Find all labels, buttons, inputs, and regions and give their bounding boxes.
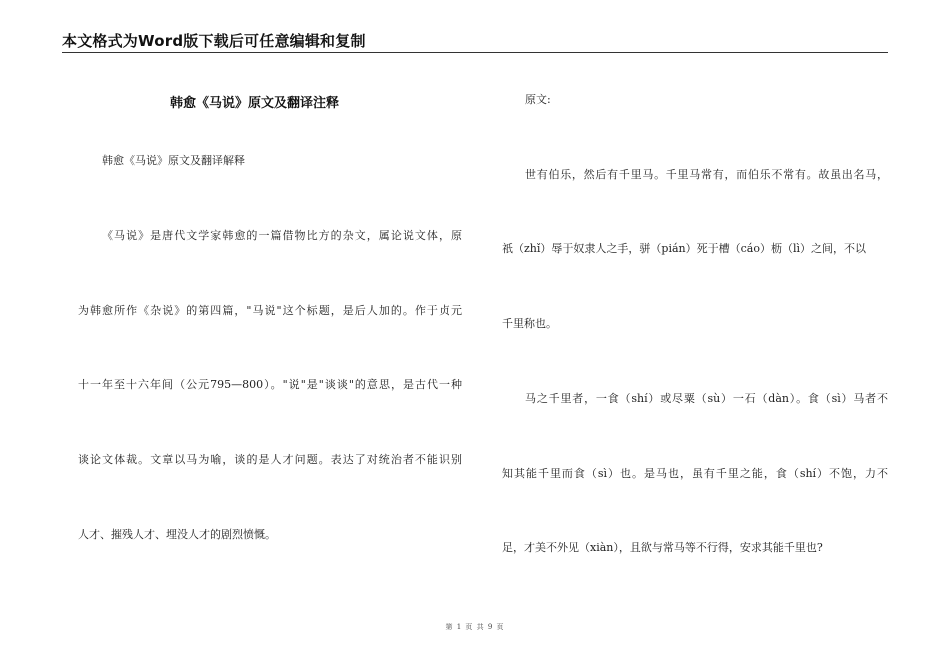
- document-header: 本文格式为Word版下载后可任意编辑和复制: [62, 32, 366, 50]
- left-line-6: 人才、摧残人才、埋没人才的剧烈愤慨。: [78, 528, 276, 541]
- left-line-4: 十一年至十六年间（公元795—800）。"说"是"谈谈"的意思，是古代一种: [78, 378, 462, 391]
- right-line-7: 足，才美不外见（xiàn），且欲与常马等不行得，安求其能千里也?: [502, 541, 823, 554]
- right-line-5: 马之千里者，一食（shí）或尽粟（sù）一石（dàn）。食（sì）马者不: [525, 392, 888, 405]
- right-line-3: 祇（zhǐ）辱于奴隶人之手，骈（pián）死于槽（cáo）枥（lì）之间，不以: [502, 242, 866, 255]
- left-line-5: 谈论文体裁。文章以马为喻，谈的是人才问题。表达了对统治者不能识别: [78, 453, 462, 466]
- left-line-2: 《马说》是唐代文学家韩愈的一篇借物比方的杂文，属论说文体，原: [102, 229, 462, 242]
- header-divider: [62, 52, 888, 53]
- left-line-3: 为韩愈所作《杂说》的第四篇，"马说"这个标题，是后人加的。作于贞元: [78, 304, 462, 317]
- document-title: 韩愈《马说》原文及翻译注释: [170, 96, 340, 111]
- left-line-1: 韩愈《马说》原文及翻译解释: [102, 154, 245, 167]
- right-line-1: 原文:: [525, 93, 551, 106]
- right-line-4: 千里称也。: [502, 317, 557, 330]
- right-line-6: 知其能千里而食（sì）也。是马也，虽有千里之能，食（shí）不饱，力不: [502, 467, 888, 480]
- right-line-2: 世有伯乐，然后有千里马。千里马常有，而伯乐不常有。故虽出名马，: [525, 168, 888, 181]
- page-number: 第 1 页 共 9 页: [445, 623, 505, 631]
